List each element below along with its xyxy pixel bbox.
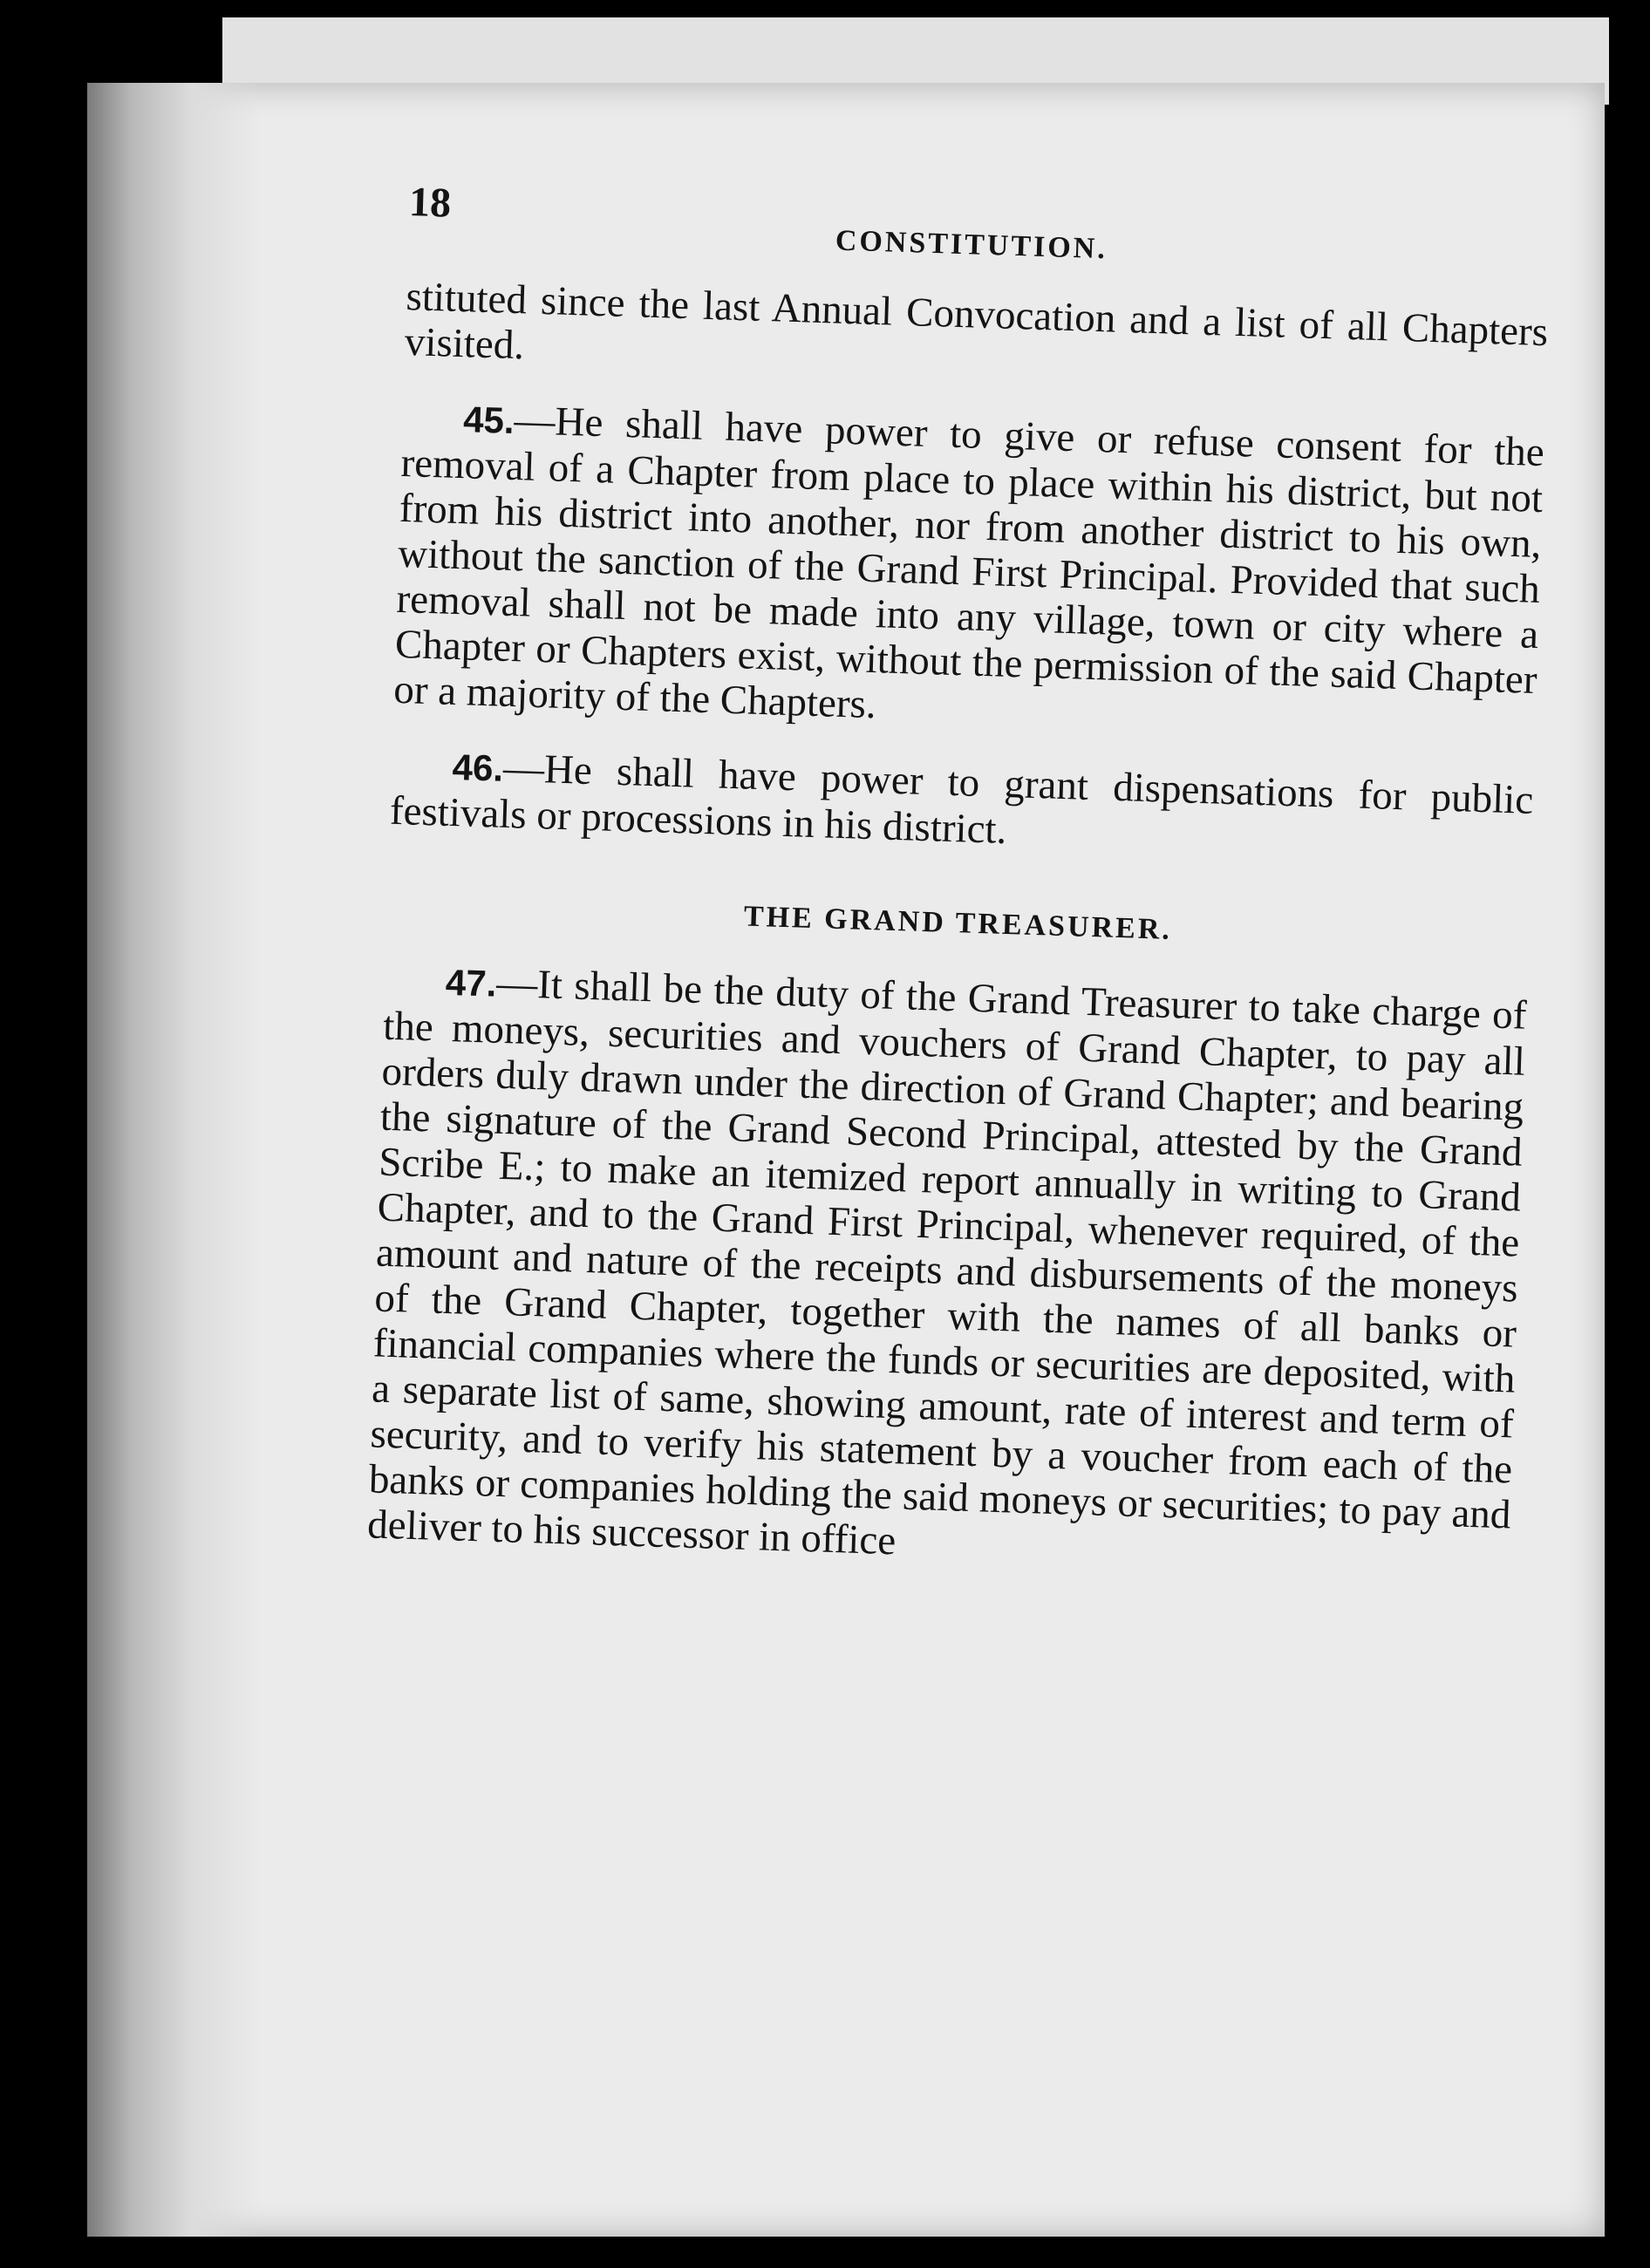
section-45-text: —He shall have power to give or refuse consent for the removal of a Chapter from place to place within his district, but not from his district into another, nor from another district to his own, without the sanction of the Grand First Principal. Provided that such removal shall not be made into any village, town or city where a Chapter or Chapters exist, without the permission of the said Chapter or a majority of the Chapters. [392, 397, 1545, 728]
section-46 [389, 742, 1534, 869]
section-number-47: 47. [445, 961, 498, 1005]
section-number-45: 45. [462, 398, 515, 441]
page-gutter-shadow [87, 83, 262, 2237]
continuation-text: stituted since the last Annual Convocation and a list of all Chapters visited. [404, 274, 1549, 369]
section-46-text: —He shall have power to grant dispensations for public festivals or processions in his district. [389, 745, 1534, 853]
section-47-text: —It shall be the duty of the Grand Treasurer to take charge of the moneys, securities and vouchers of Grand Chapter, to pay all orders duly drawn under the direction of Grand Chapter; and bearing the signature of the Grand Second Principal, attested by the Grand Scribe E.; to make an itemized report annually in writing to Grand Chapter, and to the Grand First Principal, whenever required, of the amount and nature of the receipts and disbursements of the moneys of the Grand Chapter, together with the names of all banks or financial companies where the funds or securities are deposited, with a separate list of same, showing amount, rate of interest and term of security, and to verify his statement by a voucher from each of the banks or companies holding the said moneys or securities; to pay and deliver to his successor in office [366, 960, 1528, 1564]
section-number-46: 46. [452, 746, 504, 789]
section-45 [393, 394, 1545, 748]
section-47 [367, 957, 1528, 1584]
section-heading-grand-treasurer: THE GRAND TREASURER. [743, 900, 1173, 946]
running-head: CONSTITUTION. [835, 224, 1108, 266]
page-number: 18 [408, 179, 452, 227]
page-content [253, 174, 1549, 1612]
